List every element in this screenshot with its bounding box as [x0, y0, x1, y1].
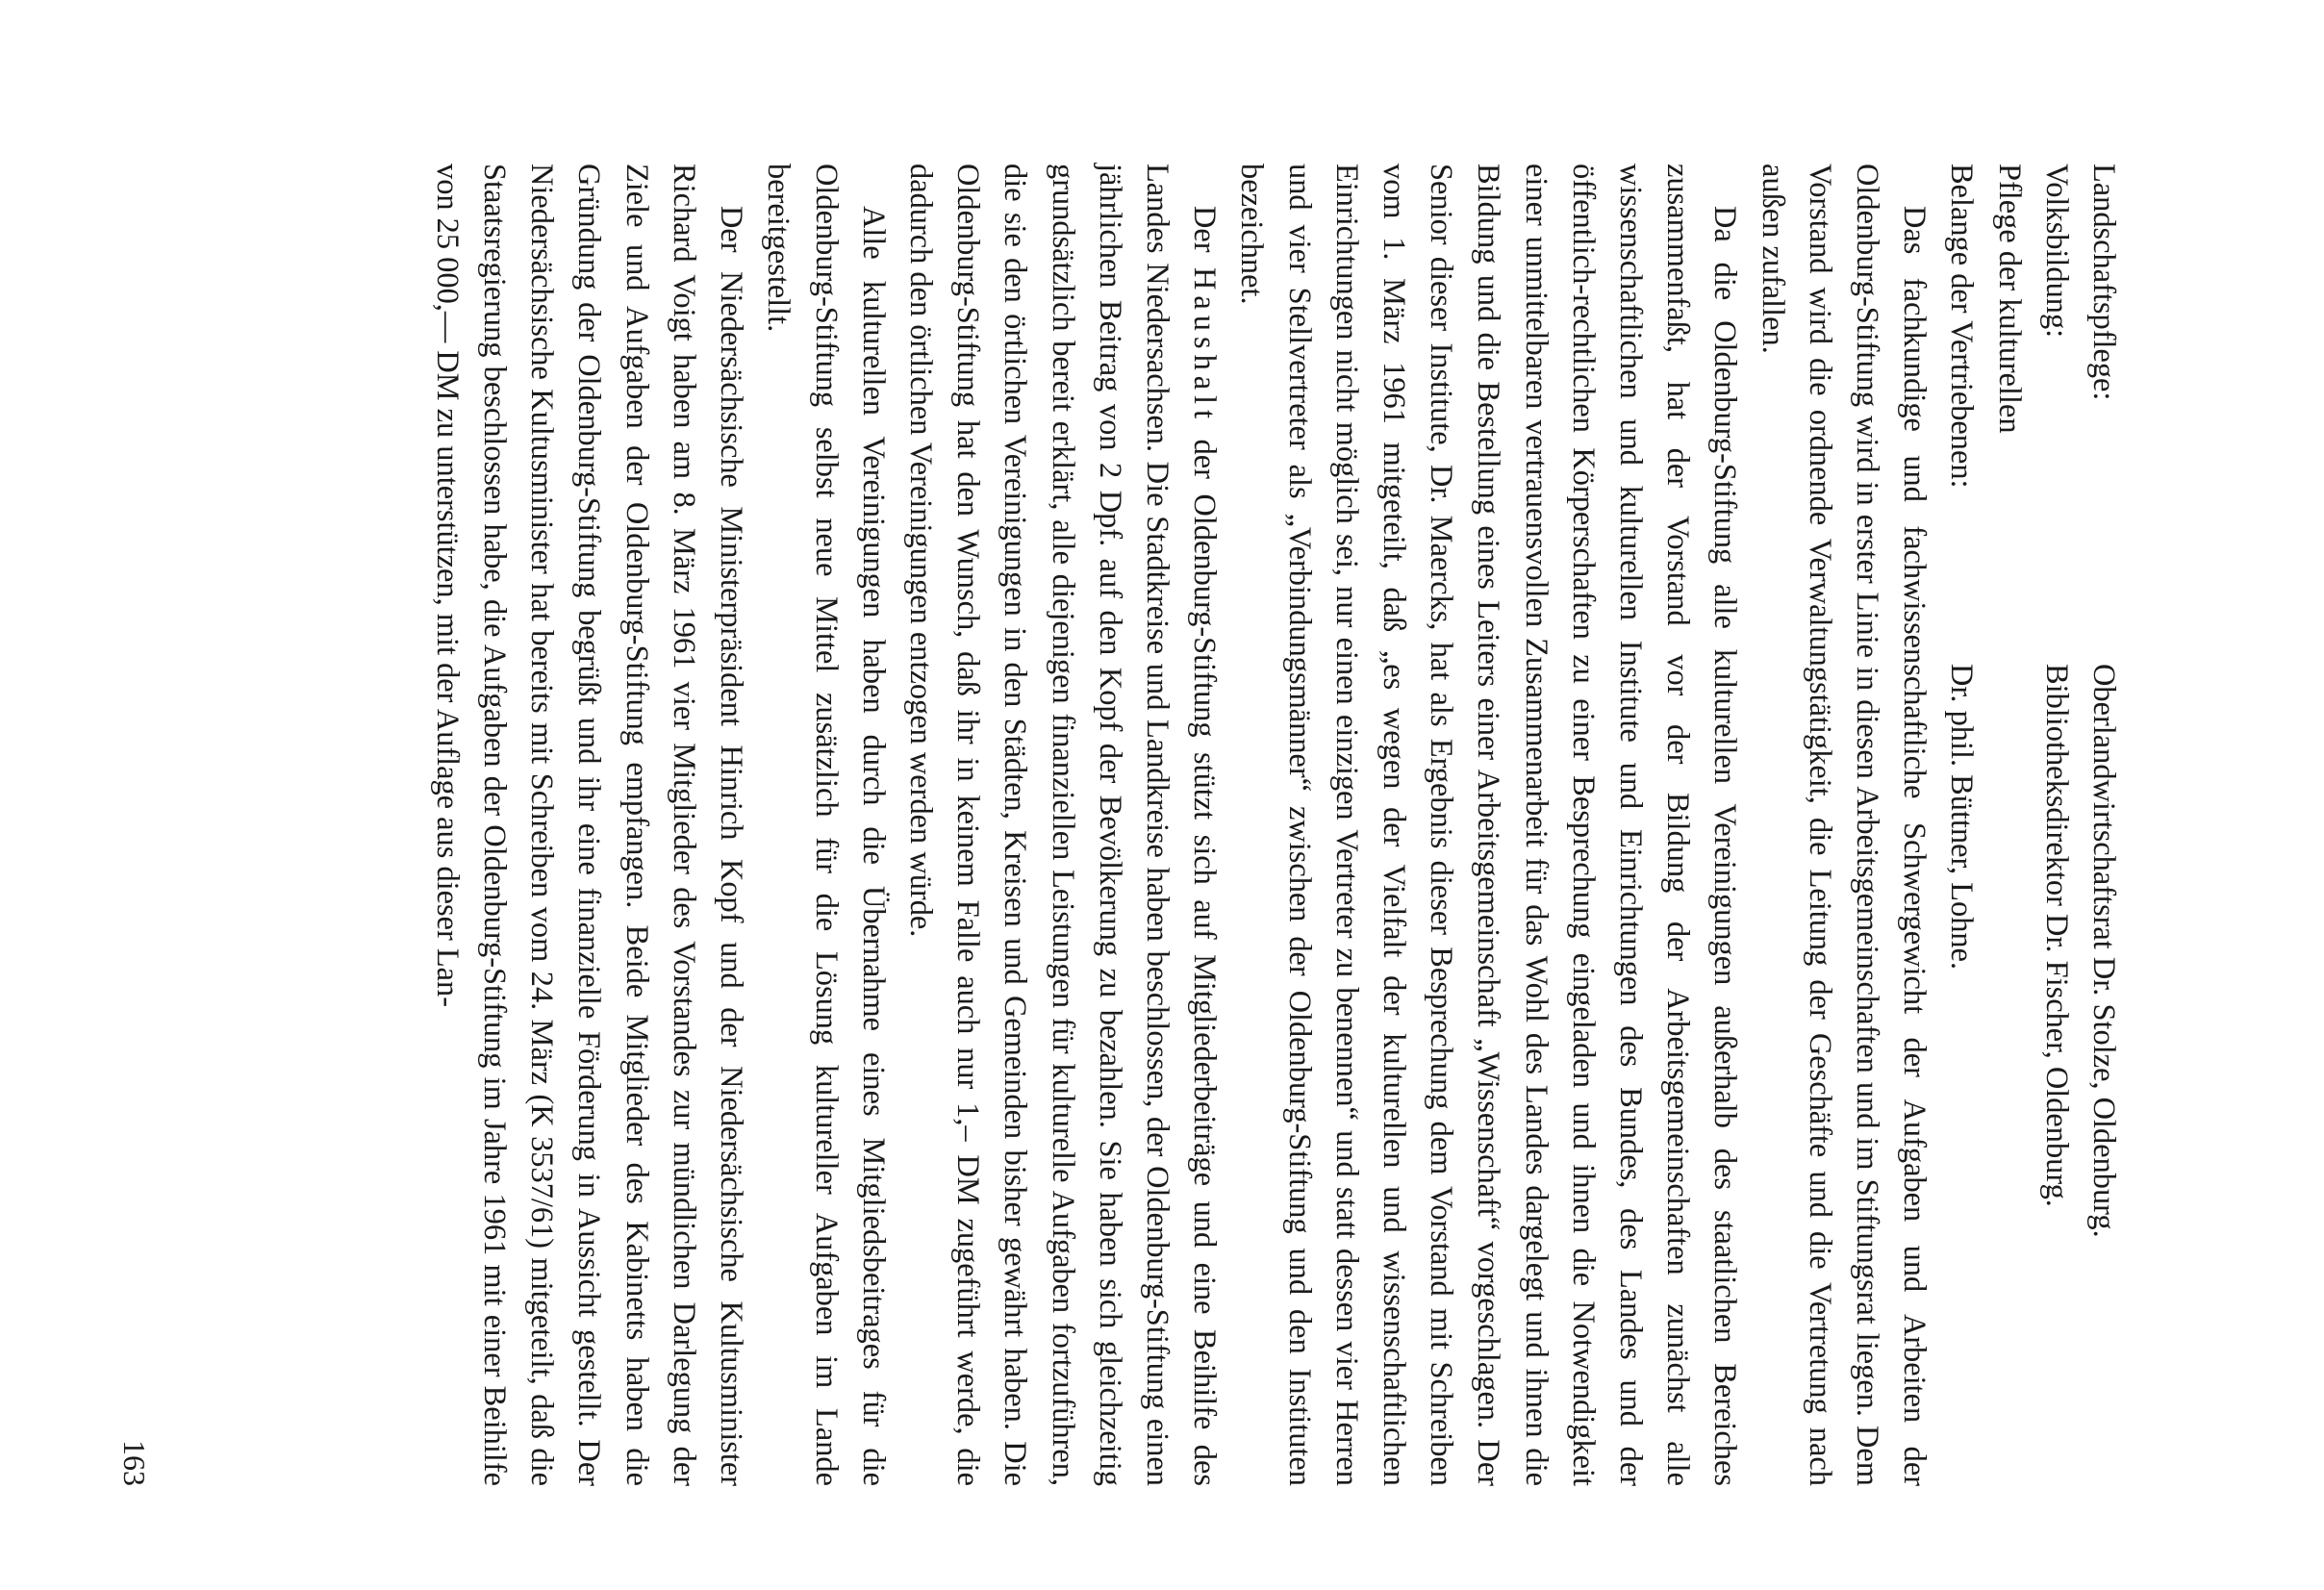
page-number: 163 [117, 1440, 152, 1486]
role-label: Landschaftspflege: [2086, 164, 2121, 401]
body-paragraph: Der Niedersächsische Ministerpräsident Hinrich Kopf und der Niedersächsische Kultusminister Richard Voigt haben am 8. März 1961 vier Mitglieder des Vorstandes zur mündlichen Darlegung der Ziele und Aufgaben der Oldenburg-Stiftung empfangen. Beide Mitglieder des Kabinetts haben die Gründung der Oldenburg-Stiftung begrüßt und ihr eine finanzielle Förderung in Aussicht gestellt. Der Niedersächsische Kultusminister hat bereits mit Schreiben vom 24. März (K 3537/61) mitgeteilt, daß die Staatsregierung beschlossen habe, die Aufgaben der Oldenburg-Stiftung im Jahre 1961 mit einer Beihilfe von 25 000,— DM zu unterstützen, mit der Auflage aus dieser Lan- [429, 164, 749, 1486]
role-value [1984, 664, 2032, 1486]
role-label: Belange der Vertriebenen: [1944, 164, 1980, 489]
role-label: Volksbildung: [2038, 164, 2074, 339]
role-row [1937, 164, 1984, 1486]
role-label: Pflege der kulturellen [1991, 164, 2027, 434]
role-list [1937, 164, 2127, 1486]
role-row [2033, 164, 2080, 1486]
body-paragraph: Das fachkundige und fachwissenschaftliche Schwergewicht der Aufgaben und Arbeiten der Oldenburg-Stiftung wird in erster Linie in diesen Arbeitsgemeinschaften und im Stiftungsrat liegen. Dem Vorstand wird die ordnende Verwaltungstätigkeit, die Leitung der Geschäfte und die Vertretung nach außen zufallen. [1755, 164, 1932, 1486]
role-row [1984, 164, 2032, 1486]
role-value: Dr. phil. Büttner, Lohne. [1944, 664, 1980, 971]
body-paragraph: Alle kulturellen Vereinigungen haben durch die Übernahme eines Mitgliedsbeitrages für die Oldenburg-Stiftung selbst neue Mittel zusätzlich für die Lösung kultureller Aufgaben im Lande bereitgestellt. [761, 164, 891, 1486]
body-paragraph: Da die Oldenburg-Stiftung alle kulturellen Vereinigungen außerhalb des staatlichen Bereiches zusammenfaßt, hat der Vorstand vor der Bildung der Arbeitsgemeinschaften zunächst alle wissenschaftlichen und kulturellen Institute und Einrichtungen des Bundes, des Landes und der öffentlich-rechtlichen Körperschaften zu einer Besprechung eingeladen und ihnen die Notwendigkeit einer unmittelbaren vertrauensvollen Zusammenarbeit für das Wohl des Landes dargelegt und ihnen die Bildung und die Bestellung eines Leiters einer Arbeitsgemeinschaft „Wissenschaft“ vorgeschlagen. Der Senior dieser Institute, Dr. Maercks, hat als Ergebnis dieser Besprechung dem Vorstand mit Schreiben vom 1. März 1961 mitgeteilt, daß „es wegen der Vielfalt der kulturellen und wissenschaftlichen Einrichtungen nicht möglich sei, nur einen einzigen Vertreter zu benennen“ und statt dessen vier Herren und vier Stellvertreter als „Verbindungsmänner“ zwischen der Oldenburg-Stiftung und den Instituten bezeichnet. [1234, 164, 1743, 1486]
emphasized-word: Haushalt [1187, 267, 1223, 425]
role-value: Oberlandwirtschaftsrat Dr. Stolze, Oldenburg. [2086, 664, 2121, 1238]
role-value: Bibliotheksdirektor Dr. Fischer, Oldenburg. [2038, 664, 2074, 1207]
role-row [2080, 164, 2127, 1486]
haushalt-paragraph: Der Haushalt der Oldenburg-Stiftung stützt sich auf Mitgliederbeiträge und eine Beihilfe des Landes Niedersachsen. Die Stadtkreise und Landkreise haben beschlossen, der Oldenburg-Stiftung einen jährlichen Beitrag von 2 Dpf. auf den Kopf der Bevölkerung zu bezahlen. Sie haben sich gleichzeitig grundsätzlich bereit erklärt, alle diejenigen finanziellen Leistungen für kulturelle Aufgaben fortzuführen, die sie den örtlichen Vereinigungen in den Städten, Kreisen und Gemeinden bisher gewährt haben. Die Oldenburg-Stiftung hat den Wunsch, daß ihr in keinem Falle auch nur 1,– DM zugeführt werde, die dadurch den örtlichen Vereinigungen entzogen werden würde. [902, 164, 1223, 1486]
text-block [423, 164, 2127, 1486]
paragraphs-section-after [423, 164, 897, 1486]
paragraphs-section [1227, 164, 1937, 1486]
